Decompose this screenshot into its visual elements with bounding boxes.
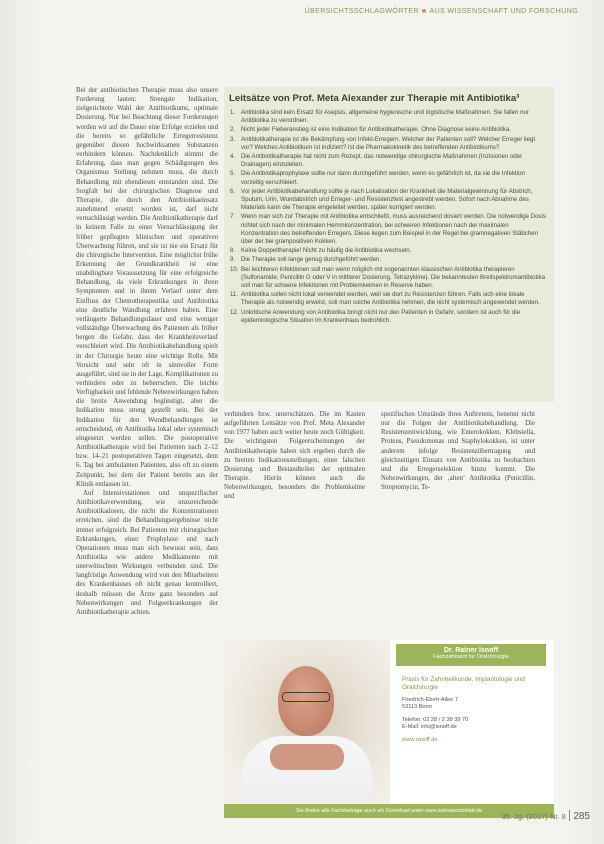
guideline-text: Nicht jeder Fieberanstieg ist eine Indikation für Antibiotikatherapie. Ohne Diagnose keine Antibiotika. xyxy=(241,126,511,134)
header-left: ÜBERSICHTSSCHLAGWÖRTER xyxy=(304,6,419,15)
guideline-number: 1. xyxy=(230,109,236,116)
portrait-hands xyxy=(270,744,344,770)
ad-name-sub: Fachzahnarzt für Oralchirurgie xyxy=(433,654,509,660)
guideline-item xyxy=(230,213,546,246)
ad-org: Praxis für Zahnheilkunde, Implantologie und Oralchirurgie xyxy=(402,676,525,691)
guideline-item xyxy=(230,170,546,187)
col1-paragraph-1: Bei der antibiotischen Therapie muss also unsere Forderung lauten: Strengste Indikation, zielgerichtete Wahl der Antibiotikums, optimale Dosierung. Nur bei Beachtung dieser Forderungen werden wir auf die Dauer eine Erfolge erzielen und die bereits so gefährliche Erregerresistenz gegenüber diesen hochwirksamen Substanzen verhindern können. Nachdenklich stimmt die Erfahrung, dass man gegen Schädigungen des Organismus Stellung nehmen muss, die durch Behandlung mit ebendiesen entstanden sind. Die Sorgfalt bei der chirurgischen Diagnose und Therapie, die durch den Antibiotikaeinsatz zunehmend ersetzt worden ist, darf nicht vernachlässigt werden. Die Antibiotikatherapie darf in keinem Falle zu einer Vernachlässigung der früher gepflegten klinischen und operativen Überwachung führen, und sie ist nie ein Ersatz für die chirurgische Intervention. Eine möglichst frühe Erkennung der Grundkrankheit ist eine unabdingbare Voraussetzung für eine erfolgreiche Behandlung, da viele Erkrankungen in ihren Symptomen und in ihrem Verlauf unter dem Einfluss der Chemotherapeutika und Antibiotika eine deutliche Wandlung erfahren haben. Eine verlängerte Behandlungsdauer und eine weniger vollständige Überwachung des Patienten als früher bergen die Gefahr, dass der Krankheitsverlauf verschleiert wird. Die Antibiotikabehandlung spielt in der Chirurgie heute eine wichtige Rolle. Mit Vorsicht und sehr oft in sinnvoller Form ausgeführt, sind sie in der Lage, Komplikationen zu verhindern oder zu beherrschen. Die leichte Verfügbarkeit und fehlende Nebenwirkungen haben die breite Anwendung begünstigt, aber die Indikation muss streng gestellt sein. Bei der Indikation für den Wundbehandlungen ist entscheidend, ob Antibiotika lokal oder systemisch eingesetzt werden sollen. Die postoperative Antibiotikatherapie wird bei Patienten nach 2–12 bzw. 14–21 postoperativen Tagen eingesetzt, dem 6. Tag bei ambulanten Patienten, also oft zu einem Zeitpunkt, bei dem der Patient bereits aus der Klinik entlassen ist. xyxy=(76,87,218,488)
guideline-number: 3. xyxy=(230,135,236,143)
page-folio xyxy=(502,806,590,824)
col3-paragraph: spezifischen Umstände ihres Auftretens, benennt nicht nur die Folgen der Antibiotikabehandlung. Die Resistenzentwicklung, wie Enterokokken, Klebsiella, Proteus, Pseudomonas und Staphylokokken, ist unter anderem infolge Resistenzübertragung und gleichzeitigen Einsatz von Antibiotika zu beobachten und die Erregerselektion hinzu kommt. Die Nebenwirkungen, der ‚alten‘ Antibiotika (Penicillin, Streptomycin, Te- xyxy=(381,411,535,492)
guideline-item xyxy=(230,126,546,134)
header-separator-icon: ■ xyxy=(421,8,427,15)
col1-paragraph-2: Auf Intensivstationen und unspezifischer Antibiotikaverwendung, wie unzureichende Antibiotikadosen, die nicht die Konzentrationen erreichen, sind die Behandlungsergebnisse nicht immer erfolgreich. Bei Patienten mit chirurgischen Erkrankungen, einer Prophylaxe und nach Operationen muss man sich bewusst sein, dass Antibiotika wie andere Medikamente mit unerwünschten Wirkungen verbunden sind. Die langfristige Anwendung wird von den Mitarbeitern des Krankenhauses oft nicht genau kontrolliert, deshalb müssen die Ärzte ganz besonders auf Nebenwirkungen und Folgeerkrankungen der Antibiotikatherapie achten. xyxy=(76,489,218,616)
guideline-item xyxy=(230,153,546,170)
guideline-item xyxy=(230,247,546,255)
guidelines-box xyxy=(224,87,554,402)
ad-name: Dr. Rainer Isnoff xyxy=(443,647,499,654)
guideline-text: Keine Doppeltherapie! Nicht zu häufig die Antibiotika wechseln. xyxy=(241,247,412,255)
ad-footer-banner: Sie finden alle Fachbeiträge auch als Download unter www.zahnaerzteblatt.de xyxy=(224,804,554,818)
guideline-text: Die Therapie soll lange genug durchgeführt werden. xyxy=(241,256,382,264)
guideline-number: 8. xyxy=(230,247,236,255)
guideline-text: Wenn man sich zur Therapie mit Antibiotika entschließt, muss ausreichend dosiert werden. Die notwendige Dosis richtet sich nach der minimalen Hemmkonzentration, bei schweren Infektionen nach der maximalen Konzentration des betreffenden Erregers. Diese liegen zum Beispiel in der Regel bei gramnegativen Stäbchen über der bei grampositiven Kokken. xyxy=(241,213,546,246)
article-column-3 xyxy=(381,410,535,492)
article-column-1 xyxy=(76,86,218,617)
portrait-glasses xyxy=(282,692,330,702)
guideline-text: Antibiotikatherapie ist die Bekämpfung von Infekt-Erregern. Welcher der Patienten soll? Welcher Erreger liegt vor? Welches Antibiotikum ist indiziert? Ist die Pharmakokinetik des betreffenden Antibiotikums? xyxy=(241,135,536,151)
guideline-number: 2. xyxy=(230,126,236,134)
guideline-number: 6. xyxy=(230,187,236,195)
guideline-number: 9. xyxy=(230,256,236,264)
guideline-text: Die Antibiotikaprophylaxe sollte nur dann durchgeführt werden, wenn es gefährlich ist, da sie die Infektion vorzeitig verschleiert. xyxy=(241,170,525,186)
guideline-number: 10. xyxy=(230,265,239,273)
ad-website[interactable]: www.isnoff.de xyxy=(402,737,438,744)
ad-info xyxy=(402,676,550,743)
guideline-item xyxy=(230,188,546,213)
advertisement xyxy=(224,640,554,818)
guideline-item xyxy=(230,266,546,291)
guideline-text: Unkritische Anwendung von Antibiotika bringt nicht nur den Patienten in Gefahr, sondern ist auch für die epidemiologische Situation im Krankenhaus bedrohlich. xyxy=(241,308,521,324)
guideline-number: 12. xyxy=(230,308,239,316)
ad-name-banner xyxy=(396,644,546,666)
guidelines-list xyxy=(230,109,546,326)
guideline-text: Bei leichteren Infektionen soll man wenn möglich mit sogenannten klassischen Antibiotika therapieren (Sulfonamide, Penicillin G oder V in mittlerer Dosierung, Tetrazykline). Die bekanntesten Breitspektrumantibiotika soll man für schwere Infektionen mit Problemkeimen in Reserve haben. xyxy=(241,265,546,290)
guideline-number: 4. xyxy=(230,152,236,160)
guideline-number: 7. xyxy=(230,213,236,221)
ad-address: Friedrich-Ebert-Allee 7 53113 Bonn xyxy=(402,697,458,711)
issue-label: 35. Jg. (2017) Nr. 8 xyxy=(501,812,566,821)
guidelines-title: Leitsätze von Prof. Meta Alexander zur Therapie mit Antibiotika³ xyxy=(229,93,520,104)
guideline-text: Die Antibiotikatherapie hat nicht zum Rezept, das notwendige chirurgische Maßnahmen (Inzisionen oder Drainagen) einzuleiten. xyxy=(241,152,523,169)
header-right: AUS WISSENSCHAFT UND FORSCHUNG xyxy=(429,6,578,15)
col2-paragraph: verhindern bzw. unterschätzen. Die im Kasten aufgeführten Leitsätze von Prof. Meta Alexander von 1977 haben auch weiter heute noch Gültigkeit. Die wichtigsten Folgeerscheinungen der Antibiotikatherapie haben sich ergeben durch die zu breiten Indikationsstellungen, einer falschen Dosierung und Bestandteilen der optimalen Therapie. Hierin können auch die Nebenwirkungen, besonders die Problemkeime und xyxy=(224,411,365,501)
guideline-number: 11. xyxy=(230,291,239,299)
guideline-item xyxy=(230,291,546,308)
page-number: 285 xyxy=(573,811,590,822)
guideline-text: Vor jeder Antibiotikabehandlung sollte je nach Lokalisation der Krankheit die Materialgewinnung für Abstrich, Sputum, Urin, Wundabstrich und Erreger- und Resistenztest angestrebt werden. Sofort nach Abnahme des Materials kann die Therapie eingeleitet werden, später korrigiert werden. xyxy=(241,187,533,212)
guideline-item xyxy=(230,136,546,153)
guideline-item xyxy=(230,109,546,126)
portrait-photo xyxy=(224,640,390,818)
folio-divider xyxy=(569,810,571,821)
guideline-item xyxy=(230,309,546,326)
guideline-item xyxy=(230,256,546,264)
ad-contact: Telefon: 02 28 / 2 38 39 70 E-Mail: info@isnoff.de xyxy=(402,717,469,731)
running-header xyxy=(305,6,578,15)
guideline-number: 5. xyxy=(230,170,236,178)
guideline-text: Antibiotika sollen nicht lokal verwendet werden, weil sie dort zu Resistenzen führen. Falls sich eine lokale Therapie als notwendig erweist, soll man solche Antibiotika nehmen, die nicht systemisch angewendet werden. xyxy=(241,291,540,307)
guideline-text: Antibiotika sind kein Ersatz für Asepsis, allgemeine hygienische und logistische Maßnahmen. Sie fallen nur Antibiotika zu verordnen. xyxy=(241,109,529,125)
article-column-2 xyxy=(224,410,365,502)
